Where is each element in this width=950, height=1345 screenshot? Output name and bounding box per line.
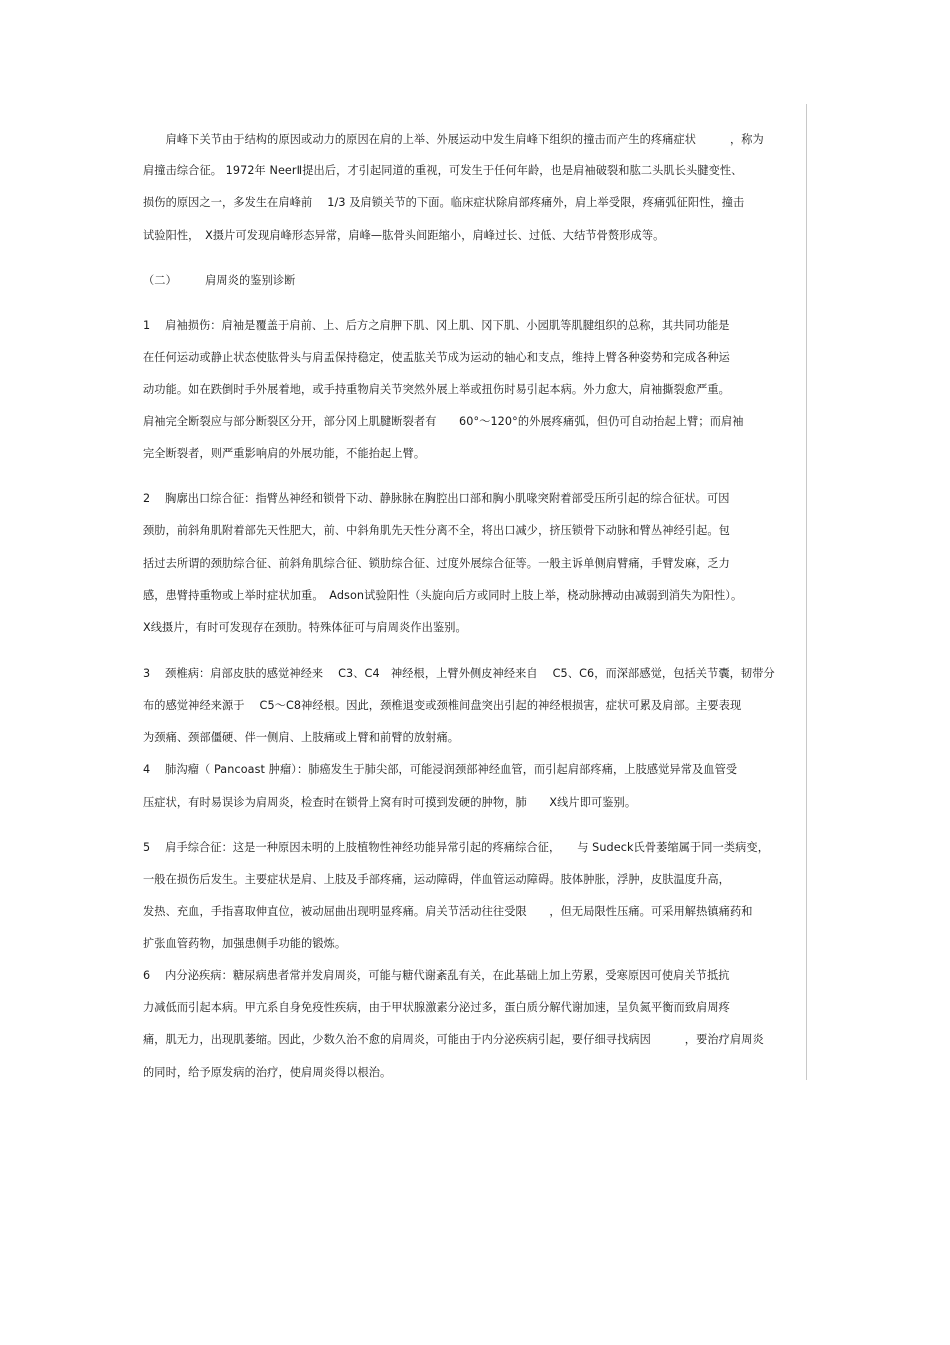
text-line: X线摄片，有时可发现存在颈肋。特殊体征可与肩周炎作出鉴别。	[143, 621, 467, 634]
text-line: 布的感觉神经来源于 C5～C8神经根。因此，颈椎退变或颈椎间盘突出引起的神经根损害，症状可累及肩部。主要表现	[143, 699, 742, 712]
text-line: 肩撞击综合征。 1972年 NeerⅡ提出后，才引起同道的重视，可发生于任何年龄，也是肩袖破裂和肱二头肌长头腱变性、	[143, 164, 743, 177]
text-line: 肩峰下关节由于结构的原因或动力的原因在肩的上举、外展运动中发生肩峰下组织的撞击而产生的疼痛症状 ，称为	[143, 133, 764, 146]
text-line: 痛，肌无力，出现肌萎缩。因此，少数久治不愈的肩周炎，可能由于内分泌疾病引起，要仔细寻找病因 ，要治疗肩周炎	[143, 1033, 764, 1046]
text-line: 6 内分泌疾病：糖尿病患者常并发肩周炎，可能与糖代谢紊乱有关，在此基础上加上劳累，受寒原因可使肩关节抵抗	[143, 969, 730, 982]
text-line: 动功能。如在跌倒时手外展着地，或手持重物肩关节突然外展上举或扭伤时易引起本病。外力愈大，肩袖撕裂愈严重。	[143, 383, 730, 396]
text-line: 2 胸廓出口综合征：指臂丛神经和锁骨下动、静脉脉在胸腔出口部和胸小肌喙突附着部受压所引起的综合征状。可因	[143, 492, 730, 505]
text-line: 颈肋，前斜角肌附着部先天性肥大，前、中斜角肌先天性分离不全，将出口减少，挤压锁骨下动脉和臂丛神经引起。包	[143, 524, 730, 537]
text-line: 完全断裂者，则严重影响肩的外展功能，不能抬起上臂。	[143, 447, 426, 460]
text-line: 1 肩袖损伤：肩袖是覆盖于肩前、上、后方之肩胛下肌、冈上肌、冈下肌、小园肌等肌腱组织的总称，其共同功能是	[143, 319, 730, 332]
text-line: 在任何运动或静止状态使肱骨头与肩盂保持稳定，使盂肱关节成为运动的轴心和支点，维持上臂各种姿势和完成各种运	[143, 351, 730, 364]
text-line: 一般在损伤后发生。主要症状是肩、上肢及手部疼痛，运动障碍，伴血管运动障碍。肢体肿胀，浮肿，皮肤温度升高，	[143, 873, 730, 886]
text-line: 5 肩手综合征：这是一种原因未明的上肢植物性神经功能异常引起的疼痛综合征， 与 Sudeck氏骨萎缩属于同一类病变，	[143, 841, 770, 854]
section-heading: （二） 肩周炎的鉴别诊断	[143, 274, 296, 287]
text-line: 肩袖完全断裂应与部分断裂区分开，部分冈上肌腱断裂者有 60°～120°的外展疼痛弧，但仍可自动抬起上臂；而肩袖	[143, 415, 744, 428]
text-line: 为颈痛、颈部僵硬、伴一侧肩、上肢痛或上臂和前臂的放射痛。	[143, 731, 460, 744]
text-line: 的同时，给予原发病的治疗，使肩周炎得以根治。	[143, 1066, 392, 1079]
text-line: 发热、充血，手指喜取伸直位，被动屈曲出现明显疼痛。肩关节活动往往受限 ，但无局限性压痛。可采用解热镇痛药和	[143, 905, 753, 918]
text-line: 试验阳性， X摄片可发现肩峰形态异常，肩峰—肱骨头间距缩小，肩峰过长、过低、大结节骨赘形成等。	[143, 229, 665, 242]
text-line: 3 颈椎病：肩部皮肤的感觉神经来 C3、C4 神经根，上臂外侧皮神经来自 C5、C6，而深部感觉，包括关节囊，韧带分	[143, 667, 775, 680]
text-line: 扩张血管药物，加强患侧手功能的锻炼。	[143, 937, 347, 950]
text-line: 4 肺沟瘤（ Pancoast 肿瘤）：肺癌发生于肺尖部，可能浸润颈部神经血管，而引起肩部疼痛，上肢感觉异常及血管受	[143, 763, 738, 776]
text-line: 感，患臂持重物或上举时症状加重。 Adson试验阳性（头旋向后方或同时上肢上举，桡动脉搏动由减弱到消失为阳性）。	[143, 589, 743, 602]
text-line: 括过去所谓的颈肋综合征、前斜角肌综合征、锁肋综合征、过度外展综合征等。一般主诉单侧肩臂痛，手臂发麻，乏力	[143, 557, 730, 570]
page-margin-rule	[806, 104, 807, 1080]
text-line: 压症状，有时易误诊为肩周炎，检查时在锁骨上窝有时可摸到发硬的肿物，肺 X线片即可鉴别。	[143, 796, 637, 809]
text-line: 损伤的原因之一，多发生在肩峰前 1/3 及肩锁关节的下面。临床症状除肩部疼痛外，肩上举受限，疼痛弧征阳性，撞击	[143, 196, 745, 209]
text-line: 力减低而引起本病。甲亢系自身免疫性疾病，由于甲状腺激素分泌过多，蛋白质分解代谢加速，呈负氮平衡而致肩周疼	[143, 1001, 730, 1014]
